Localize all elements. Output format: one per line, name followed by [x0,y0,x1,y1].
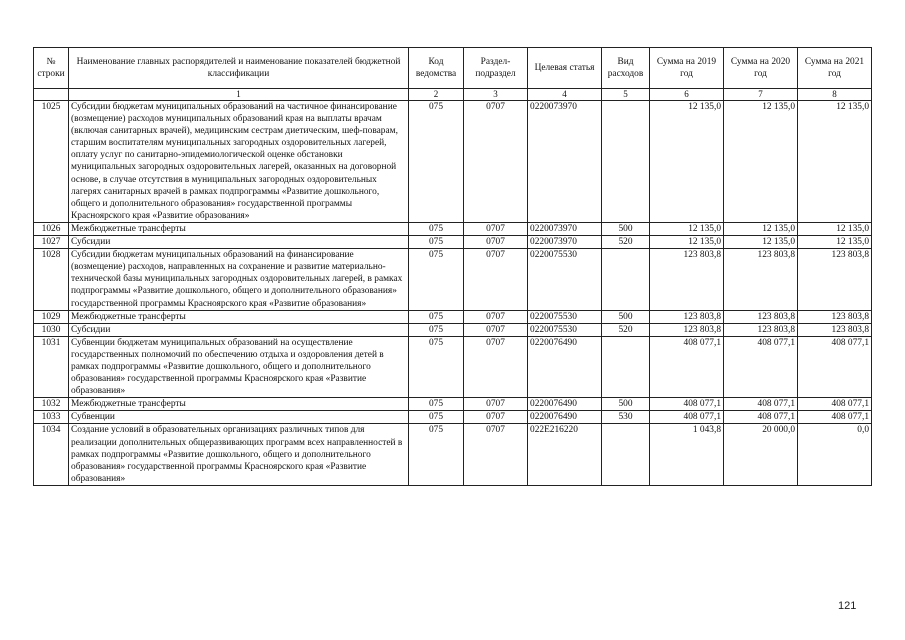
row-sum-2020: 20 000,0 [724,424,798,485]
row-expense-type: 520 [602,236,650,249]
row-dept-code: 075 [409,323,464,336]
row-target: 0220076490 [528,336,602,397]
row-sum-2021: 123 803,8 [798,323,872,336]
row-number: 1031 [34,336,69,397]
row-expense-type: 520 [602,323,650,336]
table-row [34,222,872,235]
column-number: 4 [528,89,602,101]
column-number: 1 [69,89,409,101]
row-name: Субвенции [69,411,409,424]
row-section: 0707 [464,222,528,235]
row-sum-2021: 408 077,1 [798,411,872,424]
column-number: 3 [464,89,528,101]
row-sum-2020: 408 077,1 [724,411,798,424]
row-name: Субсидии [69,236,409,249]
row-sum-2019: 123 803,8 [650,310,724,323]
row-sum-2021: 12 135,0 [798,222,872,235]
row-dept-code: 075 [409,101,464,223]
row-sum-2020: 408 077,1 [724,336,798,397]
row-sum-2021: 0,0 [798,424,872,485]
row-section: 0707 [464,398,528,411]
row-number: 1026 [34,222,69,235]
row-sum-2019: 12 135,0 [650,101,724,223]
row-name: Создание условий в образовательных организациях различных типов для реализации дополнительных общеразвивающих программ всех направленностей в рамках подпрограммы «Развитие дошкольного, общего и дополнительного образования» государственной программы Красноярского края «Развитие образования» [69,424,409,485]
row-target: 0220073970 [528,236,602,249]
table-row [34,310,872,323]
header-row-no: № строки [34,48,69,89]
column-number-row [34,89,872,101]
row-dept-code: 075 [409,249,464,310]
column-number [34,89,69,101]
row-sum-2019: 408 077,1 [650,398,724,411]
table-body [34,101,872,486]
row-sum-2020: 12 135,0 [724,236,798,249]
header-target: Целевая статья [528,48,602,89]
row-expense-type: 530 [602,411,650,424]
row-sum-2020: 408 077,1 [724,398,798,411]
row-sum-2021: 12 135,0 [798,101,872,223]
row-sum-2019: 408 077,1 [650,336,724,397]
table-row [34,411,872,424]
row-number: 1025 [34,101,69,223]
row-sum-2020: 123 803,8 [724,310,798,323]
row-sum-2019: 408 077,1 [650,411,724,424]
row-sum-2021: 408 077,1 [798,336,872,397]
row-expense-type [602,249,650,310]
header-sum-2021: Сумма на 2021 год [798,48,872,89]
row-target: 022E216220 [528,424,602,485]
table-row [34,398,872,411]
header-row [34,48,872,89]
row-name: Субсидии бюджетам муниципальных образований на частичное финансирование (возмещение) расходов муниципальных образований края на выплаты врачам (включая санитарных врачей), медицинским сестрам диетическим, шеф-поварам, старшим воспитателям муниципальных загородных оздоровительных лагерей, оплату услуг по санитарно-эпидемиологической оценке обстановки муниципальных загородных оздоровительных лагерей, оказанных на договорной основе, в случае отсутствия в муниципальных загородных оздоровительных лагерях санитарных врачей в рамках подпрограммы «Развитие дошкольного, общего и дополнительного образования» государственной программы Красноярского края «Развитие образования» [69,101,409,223]
row-number: 1033 [34,411,69,424]
row-expense-type: 500 [602,310,650,323]
row-section: 0707 [464,101,528,223]
table-row [34,101,872,223]
row-section: 0707 [464,424,528,485]
table-row [34,424,872,485]
table-row [34,336,872,397]
header-sum-2019: Сумма на 2019 год [650,48,724,89]
row-expense-type [602,336,650,397]
column-number: 7 [724,89,798,101]
row-number: 1028 [34,249,69,310]
row-dept-code: 075 [409,336,464,397]
row-sum-2021: 123 803,8 [798,310,872,323]
header-name: Наименование главных распорядителей и наименование показателей бюджетной классификации [69,48,409,89]
table-row [34,249,872,310]
column-number: 6 [650,89,724,101]
row-section: 0707 [464,323,528,336]
row-expense-type [602,101,650,223]
row-target: 0220073970 [528,222,602,235]
row-name: Межбюджетные трансферты [69,398,409,411]
row-name: Субсидии [69,323,409,336]
row-name: Субсидии бюджетам муниципальных образований на финансирование (возмещение) расходов, направленных на сохранение и развитие материально-технической базы муниципальных загородных оздоровительных лагерей, в рамках подпрограммы «Развитие дошкольного, общего и дополнительного образования» государственной программы Красноярского края «Развитие образования» [69,249,409,310]
row-target: 0220076490 [528,411,602,424]
row-expense-type: 500 [602,222,650,235]
column-number: 8 [798,89,872,101]
row-number: 1027 [34,236,69,249]
row-dept-code: 075 [409,236,464,249]
row-sum-2020: 123 803,8 [724,323,798,336]
row-section: 0707 [464,310,528,323]
row-sum-2021: 12 135,0 [798,236,872,249]
row-target: 0220075530 [528,249,602,310]
row-target: 0220073970 [528,101,602,223]
row-section: 0707 [464,411,528,424]
row-sum-2019: 12 135,0 [650,236,724,249]
row-sum-2019: 12 135,0 [650,222,724,235]
row-expense-type: 500 [602,398,650,411]
column-number: 5 [602,89,650,101]
row-dept-code: 075 [409,222,464,235]
header-dept-code: Код ведомства [409,48,464,89]
row-sum-2020: 12 135,0 [724,101,798,223]
row-number: 1034 [34,424,69,485]
row-target: 0220076490 [528,398,602,411]
row-expense-type [602,424,650,485]
row-target: 0220075530 [528,323,602,336]
row-sum-2020: 12 135,0 [724,222,798,235]
row-target: 0220075530 [528,310,602,323]
row-sum-2021: 408 077,1 [798,398,872,411]
row-dept-code: 075 [409,424,464,485]
row-sum-2019: 123 803,8 [650,323,724,336]
table-row [34,323,872,336]
row-name: Межбюджетные трансферты [69,222,409,235]
row-sum-2021: 123 803,8 [798,249,872,310]
row-section: 0707 [464,249,528,310]
header-section: Раздел-подраздел [464,48,528,89]
row-section: 0707 [464,336,528,397]
row-number: 1029 [34,310,69,323]
row-sum-2019: 1 043,8 [650,424,724,485]
row-number: 1032 [34,398,69,411]
header-sum-2020: Сумма на 2020 год [724,48,798,89]
row-name: Субвенции бюджетам муниципальных образований на осуществление государственных полномочий по обеспечению отдыха и оздоровления детей в рамках подпрограммы «Развитие дошкольного, общего и дополнительного образования» государственной программы Красноярского края «Развитие образования» [69,336,409,397]
budget-table [33,47,872,486]
row-dept-code: 075 [409,398,464,411]
row-sum-2019: 123 803,8 [650,249,724,310]
row-number: 1030 [34,323,69,336]
page-number: 121 [838,600,857,612]
row-dept-code: 075 [409,310,464,323]
row-section: 0707 [464,236,528,249]
header-expense-type: Вид расходов [602,48,650,89]
row-sum-2020: 123 803,8 [724,249,798,310]
table-row [34,236,872,249]
row-dept-code: 075 [409,411,464,424]
row-name: Межбюджетные трансферты [69,310,409,323]
column-number: 2 [409,89,464,101]
